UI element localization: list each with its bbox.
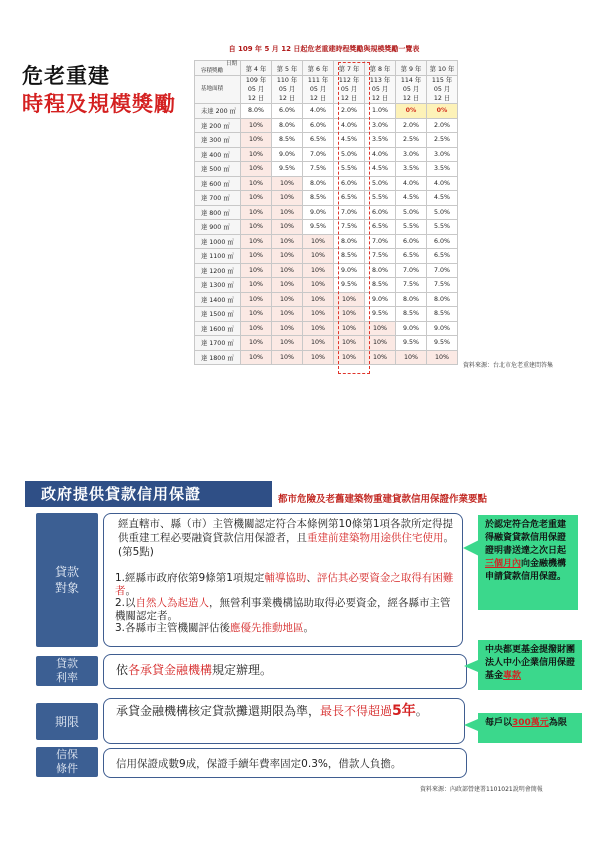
table-row <box>195 220 458 235</box>
header-date <box>272 76 303 104</box>
table-cell: 10% <box>365 321 396 336</box>
table-cell: 7.0% <box>334 205 365 220</box>
table-cell: 7.5% <box>365 249 396 264</box>
table-cell: 0% <box>396 104 427 119</box>
table-cell: 8.5% <box>427 307 458 322</box>
note1-text-b: 向金融機構申請貸款信用保證。 <box>485 559 567 582</box>
header-date-line: 05 月 <box>278 86 296 93</box>
callout-pointer-1 <box>463 540 479 556</box>
target-list <box>115 572 460 635</box>
table-row <box>195 278 458 293</box>
table-cell: 5.0% <box>334 147 365 162</box>
table-cell: 3.0% <box>365 118 396 133</box>
term-text-red1: 最長不得超過 <box>320 704 393 718</box>
table-cell: 6.5% <box>396 249 427 264</box>
header-date-line: 05 月 <box>309 86 327 93</box>
header-date-line: 110 年 <box>276 77 298 84</box>
rate-paragraph <box>116 663 272 677</box>
table-cell: 10% <box>272 292 303 307</box>
table-cell: 6.5% <box>303 133 334 148</box>
table-cell: 10% <box>241 205 272 220</box>
table-cell: 10% <box>272 234 303 249</box>
table-cell: 3.5% <box>365 133 396 148</box>
header-date-line: 12 日 <box>340 95 358 102</box>
rate-text-red: 各承貸金融機構 <box>128 663 213 677</box>
callout-note-limit <box>478 713 582 743</box>
table-cell: 10% <box>241 263 272 278</box>
note2-text-red: 專款 <box>503 671 522 681</box>
target-paragraph <box>118 517 458 559</box>
table-cell: 10% <box>272 176 303 191</box>
table-cell: 10% <box>241 336 272 351</box>
table-cell: 4.0% <box>427 176 458 191</box>
header-period: 第 6 年 <box>303 61 334 76</box>
table-cell: 6.5% <box>427 249 458 264</box>
table-cell: 7.0% <box>303 147 334 162</box>
table-cell: 4.0% <box>334 118 365 133</box>
note3-text-a: 每戶以 <box>485 718 513 728</box>
header-date-line: 113 年 <box>369 77 391 84</box>
table-cell: 4.5% <box>427 191 458 206</box>
header-date-line: 112 年 <box>338 77 360 84</box>
table-cell: 3.5% <box>427 162 458 177</box>
header-date <box>303 76 334 104</box>
table-cell: 9.0% <box>365 292 396 307</box>
item2-text-b: ，無營利事業機構協助取得必要資金，經各縣市主管機關認定者。 <box>115 597 451 622</box>
row-label: 達 400 ㎡ <box>195 147 241 162</box>
callout-note-fund <box>478 640 582 690</box>
table-cell: 7.0% <box>365 234 396 249</box>
row-label: 達 1700 ㎡ <box>195 336 241 351</box>
table-cell: 9.5% <box>334 278 365 293</box>
row-label: 達 1100 ㎡ <box>195 249 241 264</box>
row-label: 達 1500 ㎡ <box>195 307 241 322</box>
row-label: 達 1400 ㎡ <box>195 292 241 307</box>
table-cell: 10% <box>334 336 365 351</box>
table-cell: 9.0% <box>272 147 303 162</box>
table-row <box>195 336 458 351</box>
table-row <box>195 234 458 249</box>
table-cell: 9.5% <box>365 307 396 322</box>
table-row <box>195 263 458 278</box>
table-cell: 9.0% <box>427 321 458 336</box>
table-cell: 4.5% <box>396 191 427 206</box>
row-label: 達 1200 ㎡ <box>195 263 241 278</box>
table-cell: 7.5% <box>334 220 365 235</box>
table-cell: 10% <box>272 336 303 351</box>
header-date-line: 109 年 <box>245 77 267 84</box>
page-title-line2: 時程及規模獎勵 <box>22 92 176 116</box>
table-cell: 3.5% <box>396 162 427 177</box>
label-term <box>36 703 98 740</box>
table-cell: 7.0% <box>396 263 427 278</box>
table-cell: 6.0% <box>303 118 334 133</box>
target-text-b: 。(第5點) <box>118 532 454 558</box>
header-date <box>241 76 272 104</box>
table-cell: 7.5% <box>396 278 427 293</box>
table-cell: 10% <box>272 278 303 293</box>
term-text-a: 承貸金融機構核定貸款攤還期限為準， <box>116 704 321 718</box>
table-cell: 10% <box>272 350 303 365</box>
table-row <box>195 133 458 148</box>
highlight-dashed-column <box>338 62 370 374</box>
note1-text-a: 於認定符合危老重建得融資貸款信用保證證明書送達之次日起 <box>485 520 567 556</box>
table-cell: 10% <box>241 307 272 322</box>
table-cell: 2.0% <box>396 118 427 133</box>
row-label: 達 700 ㎡ <box>195 191 241 206</box>
table-cell: 10% <box>334 321 365 336</box>
target-list-item-3 <box>115 622 460 635</box>
row-label: 達 1300 ㎡ <box>195 278 241 293</box>
reward-table-container <box>194 60 458 365</box>
item1-red2: 評估其必要資金之取得有困難者 <box>115 572 454 597</box>
table-cell: 5.0% <box>427 205 458 220</box>
table-cell: 10% <box>303 234 334 249</box>
table-cell: 2.0% <box>334 104 365 119</box>
table-cell: 6.0% <box>365 205 396 220</box>
label-loan-rate-text: 貸款 利率 <box>56 657 78 684</box>
table-cell: 4.0% <box>396 176 427 191</box>
table-cell: 10% <box>241 249 272 264</box>
table-cell: 10% <box>241 133 272 148</box>
table-cell: 10% <box>303 249 334 264</box>
rate-text-b: 規定辦理。 <box>212 663 273 677</box>
table-cell: 10% <box>272 321 303 336</box>
item1-text-c: 。 <box>125 584 136 597</box>
table-cell: 10% <box>272 249 303 264</box>
header-date-line: 12 日 <box>309 95 327 102</box>
header-period: 第 9 年 <box>396 61 427 76</box>
table-cell: 9.5% <box>303 220 334 235</box>
term-text-red2: 5年 <box>392 703 416 719</box>
table-caption: 自 109 年 5 月 12 日起危老重建時程獎勵與規模獎勵一覽表 <box>228 45 420 53</box>
table-cell: 10% <box>303 321 334 336</box>
table-cell: 8.0% <box>241 104 272 119</box>
section-banner: 政府提供貸款信用保證 <box>25 481 272 507</box>
header-date-line: 05 月 <box>433 86 451 93</box>
table-cell: 5.0% <box>365 176 396 191</box>
header-bonus-label: 容積獎勵 <box>201 68 224 74</box>
table-cell: 10% <box>241 278 272 293</box>
header-period: 第 7 年 <box>334 61 365 76</box>
table-row <box>195 118 458 133</box>
table-row <box>195 307 458 322</box>
table-cell: 10% <box>241 350 272 365</box>
item1-red1: 輔導協助 <box>264 572 307 584</box>
table-cell: 6.5% <box>334 191 365 206</box>
header-period: 第 10 年 <box>427 61 458 76</box>
table-cell: 5.0% <box>396 205 427 220</box>
table-cell: 9.0% <box>303 205 334 220</box>
header-date-line: 12 日 <box>371 95 389 102</box>
header-period: 第 8 年 <box>365 61 396 76</box>
table-row <box>195 350 458 365</box>
table-cell: 7.0% <box>427 263 458 278</box>
header-date-line: 05 月 <box>402 86 420 93</box>
header-date-line: 05 月 <box>247 86 265 93</box>
table-cell: 8.0% <box>272 118 303 133</box>
item3-red: 應優先推動地區 <box>230 622 304 634</box>
table-cell: 8.5% <box>396 307 427 322</box>
table-cell: 2.0% <box>427 118 458 133</box>
rate-text-a: 依 <box>116 663 129 677</box>
row-label: 達 300 ㎡ <box>195 133 241 148</box>
item2-red: 自然人為起造人 <box>135 597 210 609</box>
term-text-b: 。 <box>415 704 428 718</box>
row-label: 達 600 ㎡ <box>195 176 241 191</box>
table-cell: 7.5% <box>303 162 334 177</box>
table-cell: 8.0% <box>396 292 427 307</box>
header-date <box>427 76 458 104</box>
header-period: 第 5 年 <box>272 61 303 76</box>
table-cell: 10% <box>365 336 396 351</box>
table-cell: 2.5% <box>396 133 427 148</box>
row-label: 未達 200 ㎡ <box>195 104 241 119</box>
header-date-line: 12 日 <box>433 95 451 102</box>
table-cell: 10% <box>272 307 303 322</box>
table-cell: 5.5% <box>427 220 458 235</box>
table-cell: 8.0% <box>427 292 458 307</box>
table-cell: 10% <box>241 321 272 336</box>
row-label: 達 500 ㎡ <box>195 162 241 177</box>
item1-text-a: 1.經縣市政府依第9條第1項規定 <box>115 572 265 584</box>
header-area-label: 基地面積 <box>201 86 224 92</box>
table-row <box>195 205 458 220</box>
reward-table <box>194 60 458 365</box>
header-corner-top <box>195 61 241 76</box>
section-subtitle: 都市危險及老舊建築物重建貸款信用保證作業要點 <box>278 494 488 505</box>
guarantee-paragraph: 信用保證成數9成，保證手續年費率固定0.3%，借款人負擔。 <box>116 758 402 770</box>
table-cell: 10% <box>427 350 458 365</box>
table-row <box>195 249 458 264</box>
table-cell: 10% <box>241 220 272 235</box>
table-cell: 10% <box>303 278 334 293</box>
bottom-source: 資料來源：內政部營建署1101021說明會簡報 <box>420 786 543 793</box>
table-cell: 10% <box>241 292 272 307</box>
table-cell: 4.5% <box>334 133 365 148</box>
table-row <box>195 147 458 162</box>
table-cell: 10% <box>303 263 334 278</box>
table-cell: 8.5% <box>334 249 365 264</box>
table-cell: 2.5% <box>427 133 458 148</box>
table-cell: 10% <box>303 307 334 322</box>
table-cell: 1.0% <box>365 104 396 119</box>
row-label: 達 200 ㎡ <box>195 118 241 133</box>
note3-text-red: 300萬元 <box>512 718 549 728</box>
header-date-line: 12 日 <box>402 95 420 102</box>
table-cell: 8.5% <box>272 133 303 148</box>
header-date-line: 12 日 <box>278 95 296 102</box>
header-date-line: 115 年 <box>431 77 453 84</box>
table-cell: 10% <box>334 292 365 307</box>
table-cell: 6.0% <box>427 234 458 249</box>
table-row <box>195 176 458 191</box>
table-cell: 10% <box>334 350 365 365</box>
row-label: 達 1600 ㎡ <box>195 321 241 336</box>
table-cell: 6.0% <box>272 104 303 119</box>
table-cell: 8.0% <box>365 263 396 278</box>
item1-text-b: 、 <box>306 572 317 584</box>
label-guarantee <box>36 747 98 777</box>
table-cell: 9.0% <box>334 263 365 278</box>
table-cell: 8.0% <box>303 176 334 191</box>
table-cell: 10% <box>272 205 303 220</box>
table-cell: 9.5% <box>427 336 458 351</box>
table-cell: 6.0% <box>334 176 365 191</box>
table-cell: 10% <box>334 307 365 322</box>
table-cell: 10% <box>303 350 334 365</box>
table-cell: 10% <box>396 350 427 365</box>
row-label: 達 1000 ㎡ <box>195 234 241 249</box>
table-cell: 10% <box>303 292 334 307</box>
table-cell: 10% <box>365 350 396 365</box>
callout-pointer-2 <box>464 660 478 672</box>
callout-pointer-3 <box>464 719 478 731</box>
header-date-line: 05 月 <box>371 86 389 93</box>
note1-text-red: 三個月內 <box>485 559 522 569</box>
row-label: 達 800 ㎡ <box>195 205 241 220</box>
table-row <box>195 292 458 307</box>
header-corner-bottom <box>195 76 241 104</box>
table-cell: 10% <box>241 118 272 133</box>
item3-text-b: 。 <box>303 622 315 634</box>
table-cell: 3.0% <box>427 147 458 162</box>
table-cell: 4.0% <box>365 147 396 162</box>
table-cell: 10% <box>272 191 303 206</box>
table-cell: 10% <box>272 220 303 235</box>
table-cell: 5.5% <box>365 191 396 206</box>
target-list-item-1 <box>115 572 460 597</box>
table-cell: 10% <box>241 234 272 249</box>
table-cell: 5.5% <box>334 162 365 177</box>
header-date-line: 114 年 <box>400 77 422 84</box>
table-cell: 6.0% <box>396 234 427 249</box>
header-date <box>396 76 427 104</box>
table-cell: 8.5% <box>365 278 396 293</box>
target-list-item-2 <box>115 597 460 622</box>
header-date-line: 12 日 <box>247 95 265 102</box>
table-row <box>195 321 458 336</box>
table-cell: 9.5% <box>396 336 427 351</box>
item3-text-a: 3.各縣市主管機關評估後 <box>115 622 231 634</box>
table-cell: 10% <box>303 336 334 351</box>
table-cell: 4.0% <box>303 104 334 119</box>
label-loan-target <box>36 513 98 647</box>
table-cell: 10% <box>241 191 272 206</box>
table-cell: 10% <box>272 263 303 278</box>
row-label: 達 1800 ㎡ <box>195 350 241 365</box>
table-cell: 3.0% <box>396 147 427 162</box>
table-row <box>195 191 458 206</box>
target-text-red: 重建前建築物用途供住宅使用 <box>307 532 444 544</box>
table-source: 資料來源：台北市危老重建問答集 <box>463 362 554 369</box>
header-date-line: 05 月 <box>340 86 358 93</box>
row-label: 達 900 ㎡ <box>195 220 241 235</box>
table-cell: 10% <box>241 176 272 191</box>
table-cell: 6.5% <box>365 220 396 235</box>
table-row <box>195 162 458 177</box>
table-row <box>195 104 458 119</box>
table-cell: 9.0% <box>396 321 427 336</box>
note2-text-a: 中央都更基金提撥財團法人中小企業信用保證基金 <box>485 645 576 681</box>
table-cell: 5.5% <box>396 220 427 235</box>
label-loan-target-text: 貸款 對象 <box>54 565 79 595</box>
target-text-a: 經直轄市、縣（市）主管機關認定符合本條例第10條第1項各款所定得提供重建工程必要融資貸款信用保證者，且 <box>118 518 454 544</box>
table-cell: 8.0% <box>334 234 365 249</box>
page-title-line1: 危老重建 <box>22 64 110 88</box>
table-header-dates <box>195 76 458 104</box>
table-cell: 4.5% <box>365 162 396 177</box>
table-cell: 10% <box>241 147 272 162</box>
table-header-periods <box>195 61 458 76</box>
item2-text-a: 2.以 <box>115 597 136 609</box>
header-date-line: 111 年 <box>307 77 329 84</box>
table-cell: 10% <box>241 162 272 177</box>
note3-text-b: 為限 <box>548 718 567 728</box>
label-term-text: 期限 <box>54 714 79 729</box>
table-cell: 9.5% <box>272 162 303 177</box>
table-cell: 8.5% <box>303 191 334 206</box>
header-date-label: 日期 <box>225 61 237 67</box>
label-loan-rate <box>36 656 98 686</box>
header-period: 第 4 年 <box>241 61 272 76</box>
term-paragraph <box>116 703 461 719</box>
table-cell: 7.5% <box>427 278 458 293</box>
table-cell: 0% <box>427 104 458 119</box>
label-guarantee-text: 信保 條件 <box>56 748 78 775</box>
callout-note-apply-period <box>478 515 578 610</box>
